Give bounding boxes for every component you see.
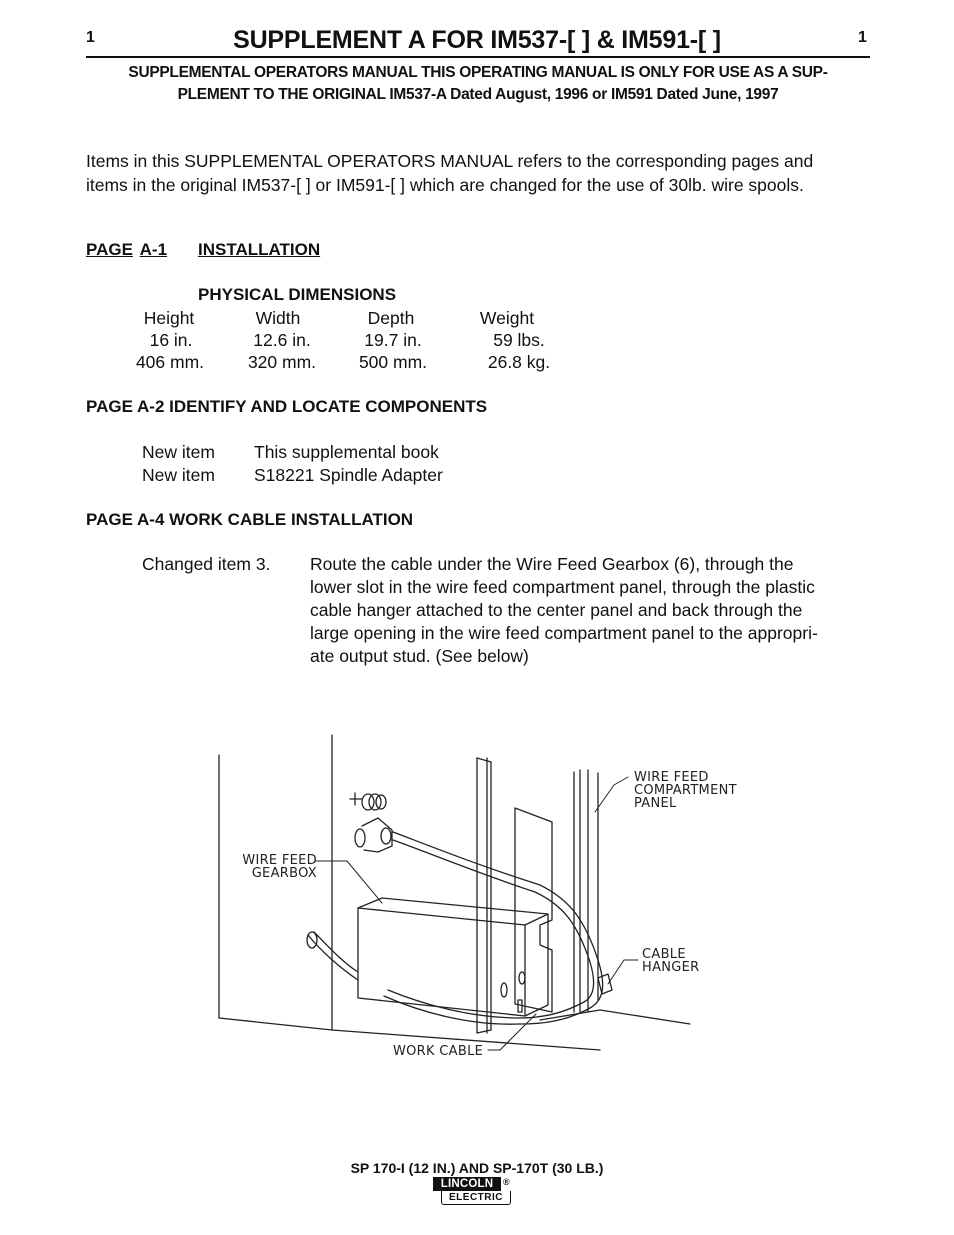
footer-model-title: SP 170-I (12 IN.) AND SP-170T (30 LB.) bbox=[350, 1160, 604, 1176]
dim-cell: 59 lbs. bbox=[493, 330, 545, 350]
label-line: CABLE bbox=[642, 947, 686, 962]
document-title: SUPPLEMENT A FOR IM537-[ ] & IM591-[ ] bbox=[233, 26, 721, 54]
dim-col-weight: Weight bbox=[479, 308, 535, 328]
dimensions-heading: PHYSICAL DIMENSIONS bbox=[198, 285, 397, 304]
label-cable-hanger bbox=[642, 948, 700, 974]
label-line: PANEL bbox=[634, 796, 677, 811]
a2-item-value: S18221 Spindle Adapter bbox=[254, 465, 443, 485]
label-line: GEARBOX bbox=[251, 866, 317, 881]
label-line: HANGER bbox=[642, 960, 700, 975]
dim-cell: 500 mm. bbox=[358, 352, 428, 372]
label-work-cable: WORK CABLE bbox=[393, 1044, 484, 1059]
a4-line: cable hanger attached to the center panel and back through the bbox=[310, 600, 803, 620]
label-line: WIRE FEED bbox=[242, 853, 317, 868]
dim-col-width: Width bbox=[255, 308, 301, 328]
section-a4-heading: PAGE A-4 WORK CABLE INSTALLATION bbox=[86, 510, 414, 529]
page-number-left: 1 bbox=[86, 29, 95, 46]
dim-col-depth: Depth bbox=[367, 308, 415, 328]
subtitle-line-2: PLEMENT TO THE ORIGINAL IM537-A Dated August, 1996 or IM591 Dated June, 1997 bbox=[177, 86, 779, 103]
dim-cell: 26.8 kg. bbox=[487, 352, 551, 372]
dim-col-height: Height bbox=[143, 308, 195, 328]
a2-item-label: New item bbox=[142, 442, 215, 462]
work-cable-drawing bbox=[307, 832, 603, 1024]
page-number-right: 1 bbox=[858, 29, 867, 46]
dim-cell: 19.7 in. bbox=[364, 330, 422, 350]
label-line: WIRE FEED bbox=[634, 770, 709, 785]
dim-cell: 406 mm. bbox=[135, 352, 205, 372]
dim-cell: 12.6 in. bbox=[253, 330, 311, 350]
dim-cell: 16 in. bbox=[149, 330, 193, 350]
logo-top-text: LINCOLN bbox=[433, 1177, 501, 1191]
a4-line: Route the cable under the Wire Feed Gearbox (6), through the bbox=[310, 554, 794, 574]
a2-item-label: New item bbox=[142, 465, 215, 485]
lincoln-electric-logo bbox=[433, 1177, 513, 1207]
a4-line: lower slot in the wire feed compartment panel, through the plastic bbox=[310, 577, 815, 597]
section-a1-title: INSTALLATION bbox=[198, 240, 321, 259]
a4-changed-label: Changed item 3. bbox=[142, 554, 271, 574]
dim-cell: 320 mm. bbox=[247, 352, 317, 372]
intro-line-1: Items in this SUPPLEMENTAL OPERATORS MANUAL refers to the corresponding pages and bbox=[86, 151, 814, 171]
registered-mark: ® bbox=[503, 1177, 510, 1187]
label-line: COMPARTMENT bbox=[634, 783, 737, 798]
intro-line-2: items in the original IM537-[ ] or IM591-[ ] which are changed for the use of 30lb. wire spools. bbox=[86, 175, 804, 195]
logo-bottom-text: ELECTRIC bbox=[441, 1191, 511, 1205]
section-a1-page-word: PAGE bbox=[86, 240, 133, 259]
a4-line: large opening in the wire feed compartment panel to the appropri- bbox=[310, 623, 818, 643]
output-studs bbox=[350, 793, 392, 852]
section-a2-heading: PAGE A-2 IDENTIFY AND LOCATE COMPONENTS bbox=[86, 397, 488, 416]
cable-hanger-drawing bbox=[598, 974, 612, 994]
a4-line: ate output stud. (See below) bbox=[310, 646, 529, 666]
gearbox-drawing bbox=[358, 898, 548, 1016]
center-panel bbox=[477, 758, 491, 1033]
section-a1-page-ref: A-1 bbox=[139, 240, 168, 259]
a2-item-value: This supplemental book bbox=[254, 442, 439, 462]
subtitle-line-1: SUPPLEMENTAL OPERATORS MANUAL THIS OPERATING MANUAL IS ONLY FOR USE AS A SUP- bbox=[128, 64, 828, 81]
label-gearbox bbox=[237, 854, 317, 880]
label-compartment-panel bbox=[634, 771, 737, 810]
